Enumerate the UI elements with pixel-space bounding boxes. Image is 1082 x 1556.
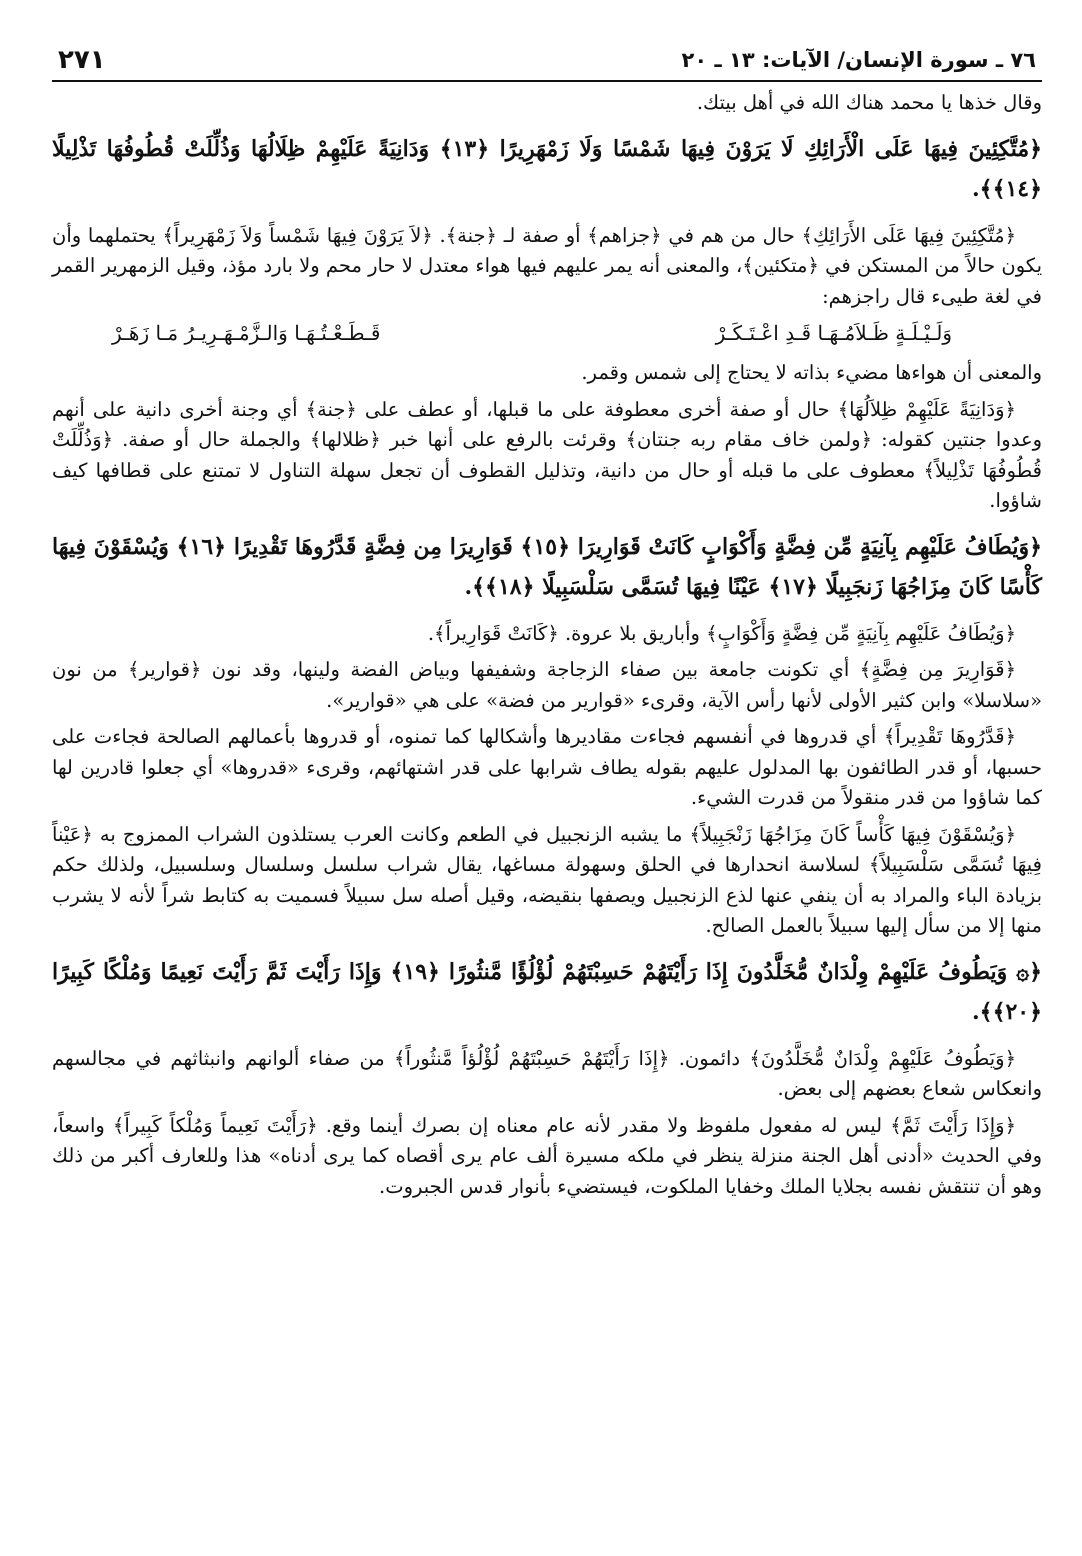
page-header (52, 40, 1042, 82)
book-page (52, 40, 1042, 1530)
commentary-paragraph: ﴿وَدَانِيَةً عَلَيْهِمْ ظِلاَلُهَا﴾ حال أو صفة أخرى معطوفة على ما قبلها، أو عطف على ﴿جنة﴾ أي وجنة أخرى دانية على أنهم وعدوا جنتين كقوله: ﴿ولمن خاف مقام ربه جنتان﴾ وقرئت بالرفع على أنها خبر ﴿ظلالها﴾ والجملة حال أو صفة. ﴿وَذُلِّلَتْ قُطُوفُهَا تَذْلِيلاً﴾ معطوف على ما قبله أو حال من دانية، وتذليل القطوف أن تجعل سهلة التناول لا تمتنع على قطافها كيف شاؤوا. (52, 397, 1042, 512)
commentary-paragraph: ﴿وَيَطُوفُ عَلَيْهِمْ وِلْدَانٌ مُّخَلَّدُونَ﴾ دائمون. ﴿إِذَا رَأَيْتَهُمْ حَسِبْتَهُمْ لُؤْلُؤاً مَّنثُوراً﴾ من صفاء ألوانهم وانبثاثهم في مجالسهم وانعكاس شعاع بعضهم إلى بعض. (52, 1046, 1042, 1100)
running-title: ٧٦ ـ سورة الإنسان/ الآيات: ١٣ ـ ٢٠ (681, 48, 1036, 72)
poem-verse (52, 318, 1042, 348)
poem-hemistich-second: قَـطَـعْـتُـهَـا وَالـزَّمْـهَـرِيـرُ مَـا زَهَـرْ (112, 321, 381, 345)
quran-verse: ﴿وَيُطَافُ عَلَيْهِم بِآنِيَةٍ مِّن فِضَّةٍ وَأَكْوَابٍ كَانَتْ قَوَارِيرَا ﴿١٥﴾ قَوَارِيرَا مِن فِضَّةٍ قَدَّرُوهَا تَقْدِيرًا ﴿١٦﴾ وَيُسْقَوْنَ فِيهَا كَأْسًا كَانَ مِزَاجُهَا زَنجَبِيلًا ﴿١٧﴾ عَيْنًا فِيهَا تُسَمَّى سَلْسَبِيلًا ﴿١٨﴾﴾. (52, 533, 1042, 600)
commentary-paragraph: ﴿وَيُسْقَوْنَ فِيهَا كَأْساً كَانَ مِزَاجُهَا زَنْجَبِيلاً﴾ ما يشبه الزنجبيل في الطعم وكانت العرب يستلذون الشراب الممزوج به ﴿عَيْناً فِيهَا تُسَمَّى سَلْسَبِيلاً﴾ لسلاسة انحدارها في الحلق وسهولة مساغها، يقال شراب سلسل وسلسال وسلسبيل، ولذلك حكم بزيادة الباء والمراد به أن ينفي عنها لذع الزنجبيل ويصفها بنقيضه، وقيل أصله سل سبيلاً فسميت به كتابط شراً لأنه لا يشرب منها إلا من سأل إليها سبيلاً بالعمل الصالح. (52, 822, 1042, 937)
commentary-paragraph: ﴿قَوَارِيرَ مِن فِضَّةٍ﴾ أي تكونت جامعة بين صفاء الزجاجة وشفيفها وبياض الفضة ولينها، وقد نون ﴿قوارير﴾ من نون «سلاسلا» وابن كثير الأولى لأنها رأس الآية، وقرىء «قوارير من فضة» على هي «قوارير». (52, 658, 1042, 712)
commentary-paragraph: ﴿وَإِذَا رَأَيْتَ ثَمَّ﴾ ليس له مفعول ملفوظ ولا مقدر لأنه عام معناه إن بصرك أينما وقع. ﴿رَأَيْتَ نَعِيماً وَمُلْكاً كَبِيراً﴾ واسعاً، وفي الحديث «أدنى أهل الجنة منزلة ينظر في ملكه مسيرة ألف عام يرى أقصاه كما يرى أدناه» هذا وللعارف أكبر من ذلك وهو أن تنتقش نفسه بجلايا الملك وخفايا الملكوت، فيستضيء بأنوار قدس الجبروت. (52, 1113, 1042, 1198)
commentary-paragraph: وقال خذها يا محمد هناك الله في أهل بيتك. (696, 91, 1042, 114)
commentary-paragraph: ﴿مُتَّكِئِينَ فِيهَا عَلَى الأَرَائِكِ﴾ حال من هم في ﴿جزاهم﴾ أو صفة لـ ﴿جنة﴾. ﴿لاَ يَرَوْنَ فِيهَا شَمْساً وَلاَ زَمْهَرِيراً﴾ يحتملهما وأن يكون حالاً من المستكن في ﴿متكئين﴾، والمعنى أنه يمر عليهم فيها هواء معتدل لا حار محم ولا بارد مؤذ، وقيل الزمهرير القمر في لغة طيىء قال راجزهم: (52, 223, 1042, 308)
quran-verse: ﴿مُتَّكِئِينَ فِيهَا عَلَى الْأَرَائِكِ لَا يَرَوْنَ فِيهَا شَمْسًا وَلَا زَمْهَرِيرًا ﴿١٣﴾ وَدَانِيَةً عَلَيْهِمْ ظِلَالُهَا وَذُلِّلَتْ قُطُوفُهَا تَذْلِيلًا ﴿١٤﴾﴾. (52, 135, 1043, 202)
commentary-paragraph: ﴿قَدَّرُوهَا تَقْدِيراً﴾ أي قدروها في أنفسهم فجاءت مقاديرها وأشكالها كما تمنوه، أو قدروها بأعمالهم الصالحة فجاءت على حسبها، أو قدر الطائفون بها المدلول عليهم بقوله يطاف شرابها على قدر اشتهائهم، وقرىء «قدروها» أي جعلوا قادرين لها كما شاؤوا من قدر منقولاً من قدرت الشيء. (52, 725, 1042, 809)
commentary-paragraph: والمعنى أن هواءها مضيء بذاته لا يحتاج إلى شمس وقمر. (581, 361, 1042, 384)
commentary-paragraph: ﴿وَيُطَافُ عَلَيْهِم بِآنِيَةٍ مِّن فِضَّةٍ وَأَكْوَابٍ﴾ وأباريق بلا عروة. ﴿كَانَتْ قَوَارِيراً﴾. (427, 621, 1016, 645)
poem-hemistich-first: وَلَـيْـلَـةٍ ظَـلاَمُـهَـا قَـدِ اعْـتَـكَـرْ (715, 321, 952, 345)
quran-verse: ﴿۞ وَيَطُوفُ عَلَيْهِمْ وِلْدَانٌ مُّخَلَّدُونَ إِذَا رَأَيْتَهُمْ حَسِبْتَهُمْ لُؤْلُؤًا مَّنثُورًا ﴿١٩﴾ وَإِذَا رَأَيْتَ ثَمَّ رَأَيْتَ نَعِيمًا وَمُلْكًا كَبِيرًا ﴿٢٠﴾﴾. (52, 958, 1042, 1025)
page-number: ٢٧١ (58, 45, 106, 75)
page-body (52, 88, 1042, 1202)
